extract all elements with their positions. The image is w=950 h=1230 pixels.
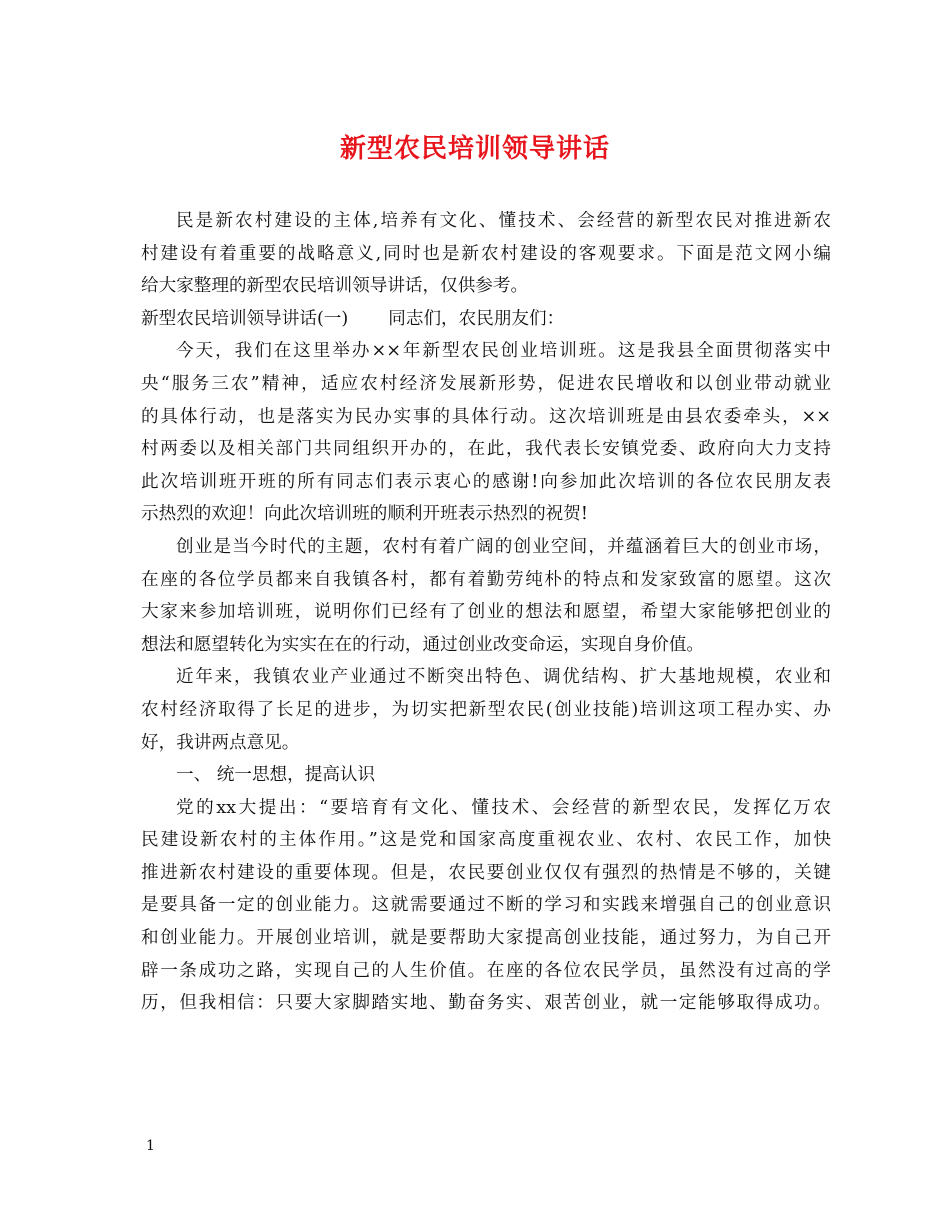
paragraph-line: 示热烈的欢迎！向此次培训班的顺利开班表示热烈的祝贺! [141,504,588,525]
paragraph-line: 的具体行动，也是落实为民办实事的具体行动。这次培训班是由县农委牵头，×× [141,406,831,427]
paragraph-line: 推进新农村建设的重要体现。但是，农民要创业仅仅有强烈的热情是不够的，关键 [141,862,831,883]
paragraph-line: 在座的各位学员都来自我镇各村，都有着勤劳纯朴的特点和发家致富的愿望。这次 [141,569,831,590]
paragraph-line: 村两委以及相关部门共同组织开办的，在此，我代表长安镇党委、政府向大力支持 [141,439,831,460]
intro-line: 村建设有着重要的战略意义,同时也是新农村建设的客观要求。下面是范文网小编 [141,243,831,264]
paragraph-line: 辟一条成功之路，实现自己的人生价值。在座的各位农民学员，虽然没有过高的学 [141,960,831,981]
paragraph-line: 大家来参加培训班，说明你们已经有了创业的想法和愿望，希望大家能够把创业的 [141,602,831,623]
document-body [141,205,831,1020]
section-heading-line [141,303,831,336]
paragraph-line: 民建设新农村的主体作用。”这是党和国家高度重视农业、农村、农民工作，加快 [141,830,831,851]
paragraph-line: 央“服务三农”精神，适应农村经济发展新形势，促进农民增收和以创业带动就业 [141,373,831,394]
paragraph-line: 今天，我们在这里举办××年新型农民创业培训班。这是我县全面贯彻落实中 [176,341,831,362]
section-heading: 新型农民培训领导讲话(一) [141,308,349,329]
paragraph-line: 创业是当今时代的主题，农村有着广阔的创业空间，并蕴涵着巨大的创业市场， [176,536,831,557]
page-number: 1 [146,1138,155,1154]
salutation: 同志们，农民朋友们： [388,308,565,329]
point-heading: 一、 统一思想，提高认识 [176,765,376,786]
paragraph-line: 党的xx大提出：“要培育有文化、懂技术、会经营的新型农民，发挥亿万农 [176,797,831,818]
paragraph-line: 此次培训班开班的所有同志们表示衷心的感谢!向参加此次培训的各位农民朋友表 [141,471,831,492]
paragraph-line: 想法和愿望转化为实实在在的行动，通过创业改变命运，实现自身价值。 [141,634,705,655]
document-title: 新型农民培训领导讲话 [339,134,610,164]
paragraph-line: 和创业能力。开展创业培训，就是要帮助大家提高创业技能，通过努力，为自己开 [141,928,831,949]
paragraph-line: 是要具备一定的创业能力。这就需要通过不断的学习和实践来增强自己的创业意识 [141,895,831,916]
intro-line: 民是新农村建设的主体,培养有文化、懂技术、会经营的新型农民对推进新农 [176,211,831,231]
paragraph-line: 好，我讲两点意见。 [141,732,300,753]
intro-line: 给大家整理的新型农民培训领导讲话，仅供参考。 [141,276,529,297]
paragraph-line: 历，但我相信：只要大家脚踏实地、勤奋务实、艰苦创业，就一定能够取得成功。 [141,993,831,1014]
paragraph-line: 近年来，我镇农业产业通过不断突出特色、调优结构、扩大基地规模，农业和 [176,667,831,688]
paragraph-line: 农村经济取得了长足的进步，为切实把新型农民(创业技能)培训这项工程办实、办 [141,699,831,720]
